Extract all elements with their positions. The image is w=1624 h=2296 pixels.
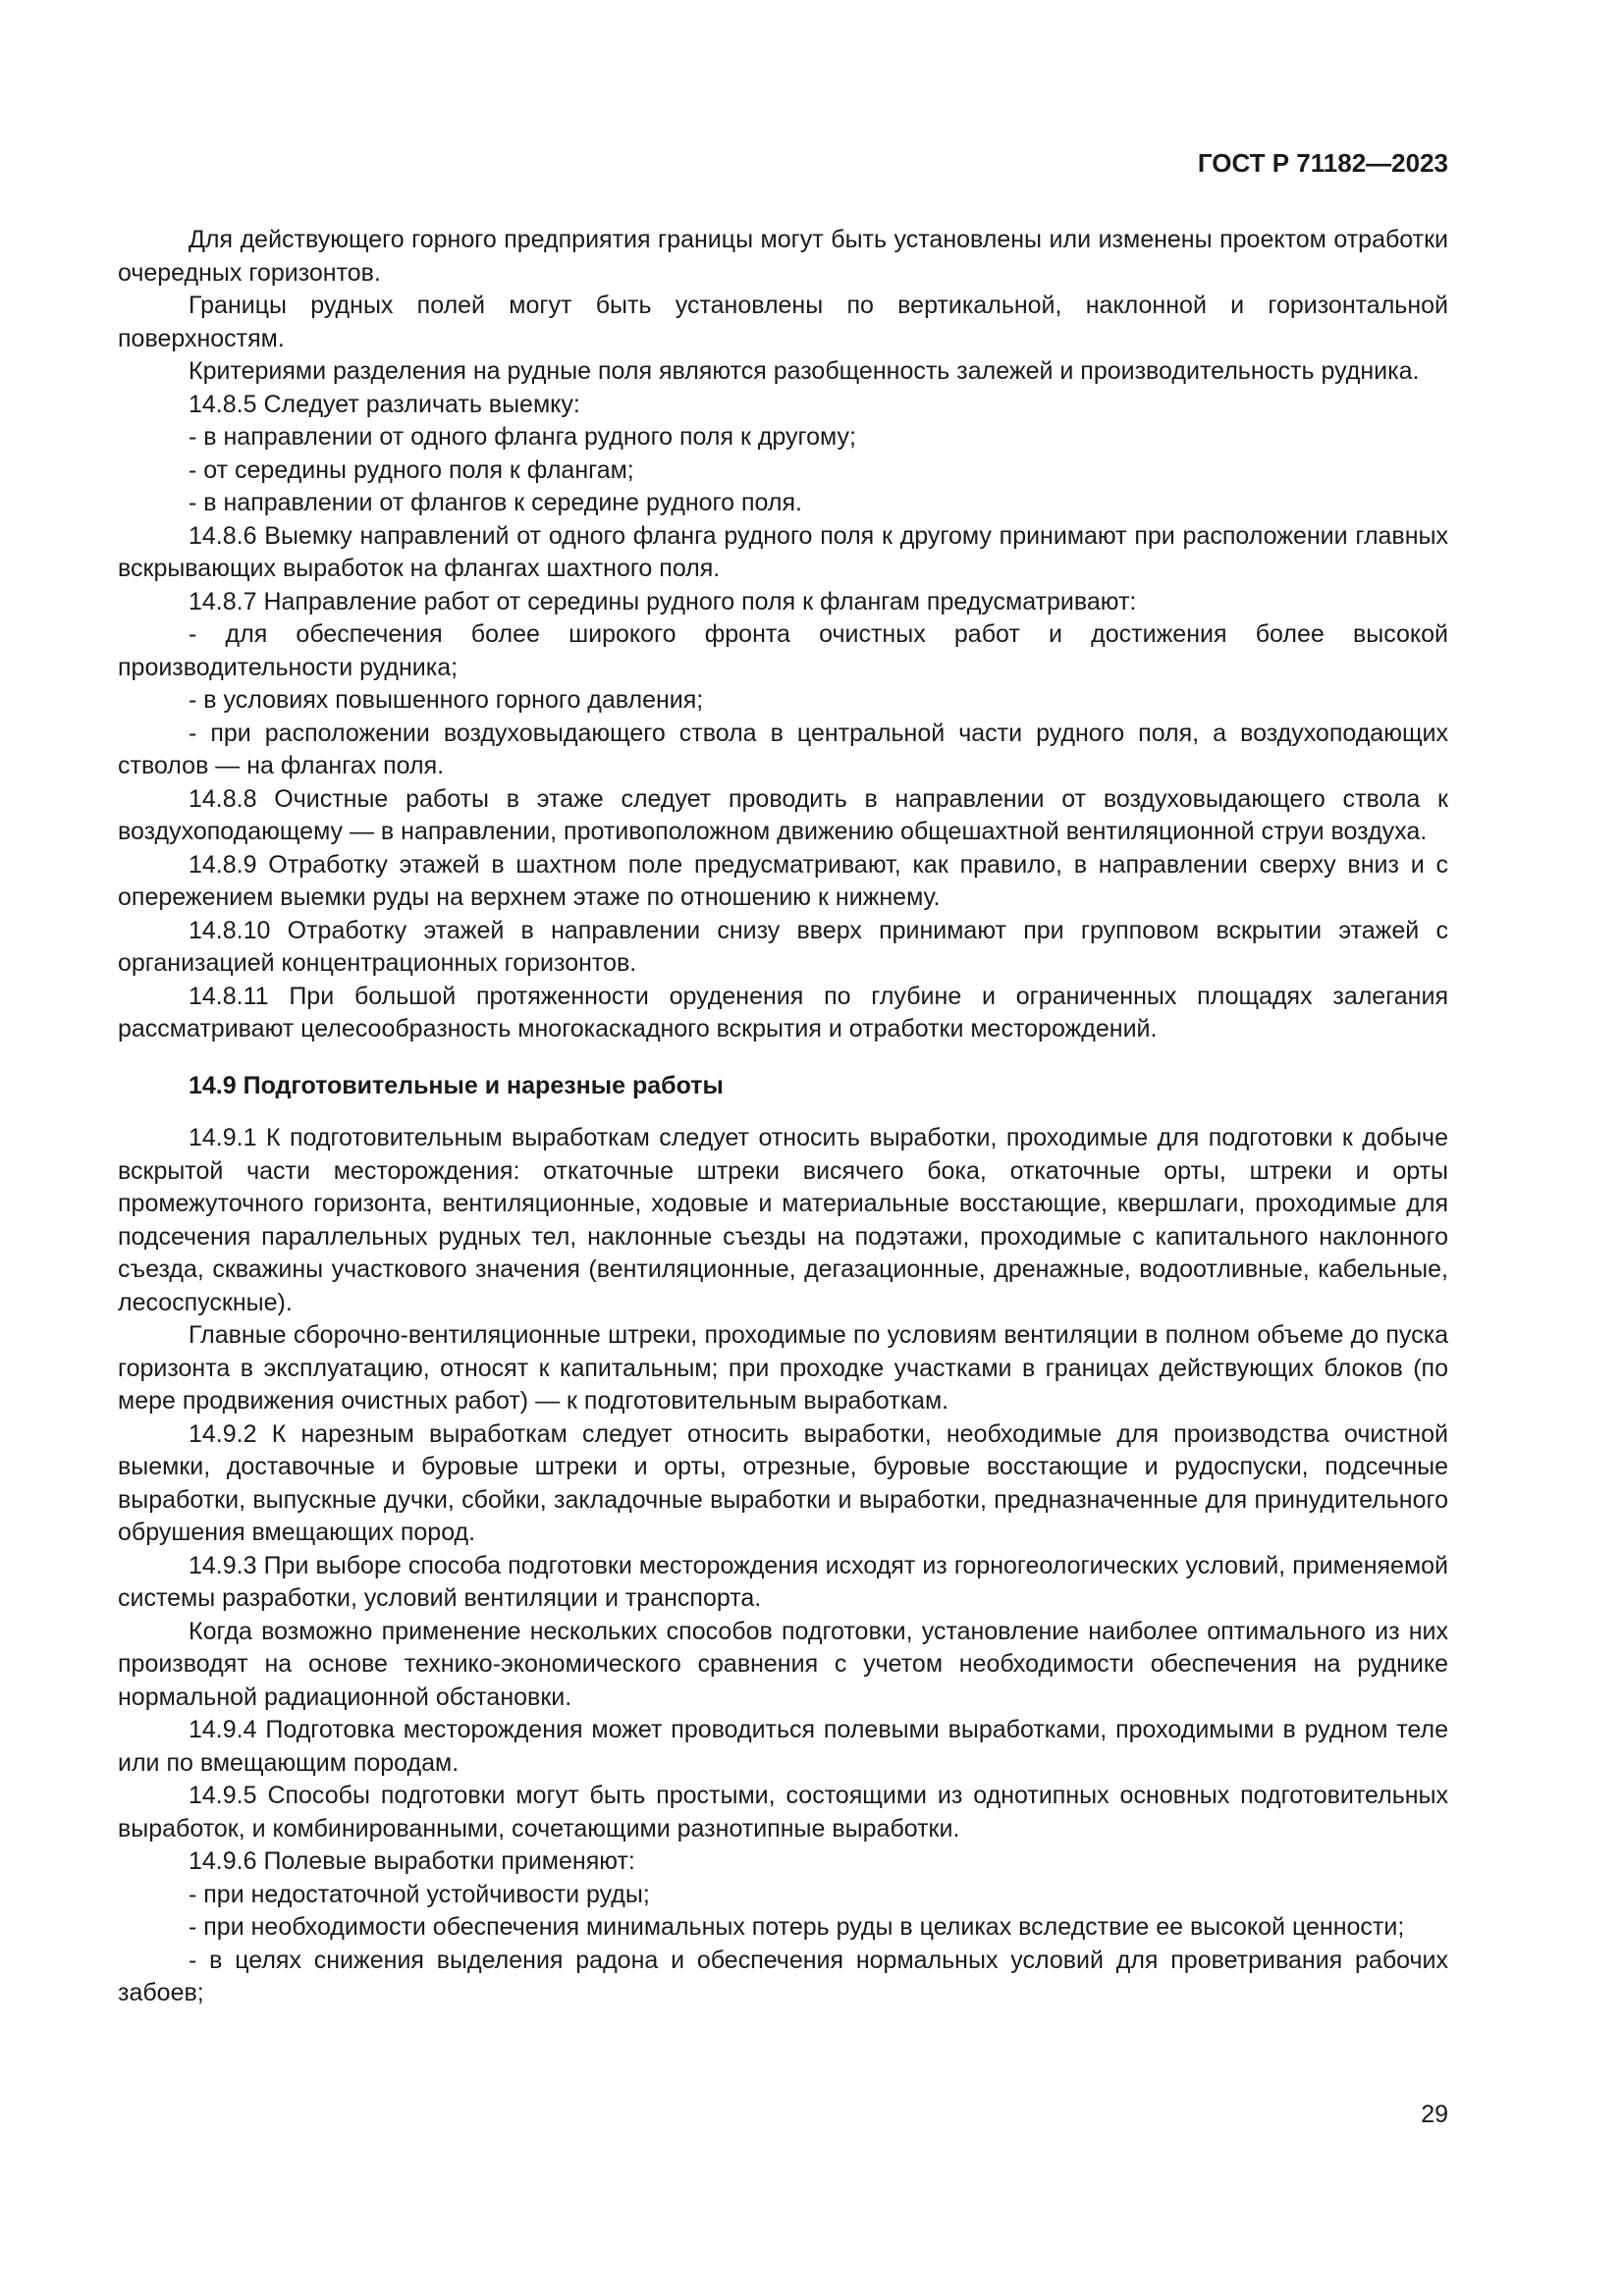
list-item: - в целях снижения выделения радона и обеспечения нормальных условий для проветривания рабочих забоев; [118,1946,1448,2006]
paragraph: 14.8.5 Следует различать выемку: [189,390,580,418]
paragraph: Для действующего горного предприятия границы могут быть установлены или изменены проектом отработки очередных горизонтов. [118,226,1448,287]
list-item: - при недостаточной устойчивости руды; [189,1880,650,1908]
paragraph: Критериями разделения на рудные поля являются разобщенность залежей и производительность рудника. [189,357,1420,385]
paragraph: 14.9.3 При выборе способа подготовки месторождения исходят из горногеологических условий, применяемой системы разработки, условий вентиляции и транспорта. [118,1551,1448,1612]
list-item: - при расположении воздуховыдающего ствола в центральной части рудного поля, а воздухоподающих стволов — на флангах поля. [118,719,1448,779]
paragraph: 14.9.2 К нарезным выработкам следует относить выработки, необходимые для производства очистной выемки, доставочные и буровые штреки и орты, отрезные, буровые восстающие и рудоспуски, подсечные выработки, выпускные дучки, сбойки, закладочные выработки и выработки, предназначенные для принудительного обрушения вмещающих пород. [118,1419,1448,1546]
paragraph: 14.9.4 Подготовка месторождения может проводиться полевыми выработками, проходимыми в рудном теле или по вмещающим породам. [118,1716,1448,1777]
paragraph: 14.8.9 Отработку этажей в шахтном поле предусматривают, как правило, в направлении сверху вниз и с опережением выемки руды на верхнем этаже по отношению к нижнему. [118,850,1448,911]
list-item: - при необходимости обеспечения минимальных потерь руды в целиках вследствие ее высокой ценности; [189,1913,1405,1941]
section-heading: 14.9 Подготовительные и нарезные работы [189,1071,724,1099]
list-item: - в условиях повышенного горного давления; [189,686,704,714]
document-body [118,224,1448,2010]
paragraph: 14.9.6 Полевые выработки применяют: [189,1847,635,1875]
paragraph: Главные сборочно-вентиляционные штреки, проходимые по условиям вентиляции в полном объеме до пуска горизонта в эксплуатацию, относят к капитальным; при проходке участками в границах действующих блоков (по мере продвижения очистных работ) — к подготовительным выработкам. [118,1321,1448,1415]
list-item: - от середины рудного поля к флангам; [189,455,634,484]
paragraph: 14.8.6 Выемку направлений от одного фланга рудного поля к другому принимают при расположении главных вскрывающих выработок на флангах шахтного поля. [118,521,1448,582]
page-number: 29 [1421,2101,1448,2128]
paragraph: 14.8.7 Направление работ от середины рудного поля к флангам предусматривают: [189,587,1137,615]
document-code-header: ГОСТ Р 71182—2023 [1197,148,1448,178]
paragraph: Когда возможно применение нескольких способов подготовки, установление наиболее оптимального из них производят на основе технико-экономического сравнения с учетом необходимости обеспечения на руднике нормальной радиационной обстановки. [118,1617,1448,1711]
paragraph: 14.9.1 К подготовительным выработкам следует относить выработки, проходимые для подготовки к добыче вскрытой части месторождения: откаточные штреки висячего бока, откаточные орты, штреки и орты промежуточного горизонта, вентиляционные, ходовые и материальные восстающие, квершлаги, проходимые для подсечения параллельных рудных тел, наклонные съезды на подэтажи, проходимые с капитального наклонного съезда, скважины участкового значения (вентиляционные, дегазационные, дренажные, водоотливные, кабельные, лесоспускные). [118,1124,1448,1316]
paragraph: 14.8.10 Отработку этажей в направлении снизу вверх принимают при групповом вскрытии этажей с организацией концентрационных горизонтов. [118,916,1448,977]
paragraph: 14.8.11 При большой протяженности оруденения по глубине и ограниченных площадях залегания рассматривают целесообразность многокаскадного вскрытия и отработки месторождений. [118,982,1448,1042]
paragraph: 14.9.5 Способы подготовки могут быть простыми, состоящими из однотипных основных подготовительных выработок, и комбинированными, сочетающими разнотипные выработки. [118,1782,1448,1842]
paragraph: 14.8.8 Очистные работы в этаже следует проводить в направлении от воздуховыдающего ствола к воздухоподающему — в направлении, противоположном движению общешахтной вентиляционной струи воздуха. [118,784,1448,845]
paragraph: Границы рудных полей могут быть установлены по вертикальной, наклонной и горизонтальной поверхностям. [118,292,1448,352]
list-item: - в направлении от одного фланга рудного поля к другому; [189,423,856,451]
list-item: - в направлении от флангов к середине рудного поля. [189,489,802,516]
list-item: - для обеспечения более широкого фронта очистных работ и достижения более высокой производительности рудника; [118,620,1448,681]
